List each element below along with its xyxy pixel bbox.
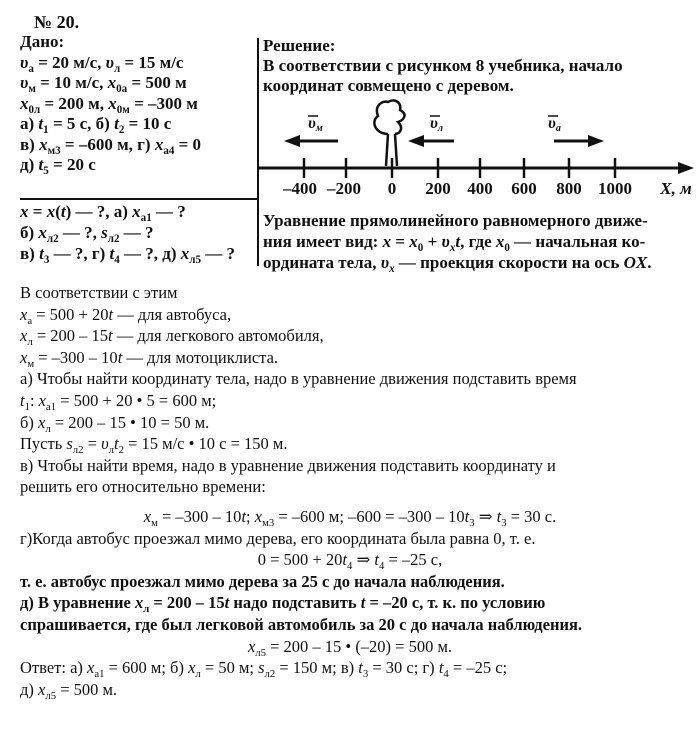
body-line: г)Когда автобус проезжал мимо дерева, его координата была равна 0, т. е. <box>20 528 536 548</box>
explanation-line: ния имеет вид: $x = x_0 + \upsilon_xt$, где $x_0$ — начальная ко- <box>263 232 646 254</box>
solution-intro-line: координат совмещено с деревом. <box>263 76 514 95</box>
body-line: В соответствии с этим <box>20 283 178 302</box>
velocity-vector-bus-icon <box>548 115 604 147</box>
svg-text:υа: υа <box>548 115 561 134</box>
svg-text:0: 0 <box>387 179 397 198</box>
body-line: в) Чтобы найти время, надо в уравнение движения подставить координату и <box>20 455 556 475</box>
solution-body <box>20 282 680 700</box>
answer-line: Ответ: а) $x_{а1} = 600$ м; б) $x_л = 50$ м; $s_{л2} = 150$ м; в) $t_3 = 30$ с; г) $t_4 = -25$ с; <box>20 658 508 681</box>
divider-horizontal <box>20 198 258 200</box>
svg-text:400: 400 <box>467 179 493 198</box>
given-heading: Дано: <box>20 32 65 51</box>
given-line: $\upsilon_м = 10$ м/с, $x_{0а} = 500$ м <box>20 73 187 95</box>
body-line: Пусть $s_{л2} = \upsilon_лt_2 = 15$ м/с • 10 с = 150 м. <box>20 434 288 457</box>
body-line: д) В уравнение $x_л = 200 - 15t$ надо подставить t = –20 с, т. к. по условию <box>20 593 546 616</box>
body-line: т. е. автобус проезжал мимо дерева за 25 с до начала наблюдения. <box>20 571 505 591</box>
find-line: б) $x_{л2}$ — ?, $s_{л2}$ — ? <box>20 223 154 245</box>
find-line: x = x(t) — ?, а) $x_{а1}$ — ? <box>20 202 186 224</box>
body-line: $x_м = -300 - 10t$ — для мотоциклиста. <box>20 347 279 370</box>
body-line: решить его относительно времени: <box>20 477 266 497</box>
given-line: д) $t_5 = 20$ с <box>20 155 96 177</box>
given-line: $\upsilon_а = 20$ м/с, $\upsilon_л = 15$ м/с <box>20 52 184 75</box>
body-line: б) $x_л = 200 - 15$ • 10 = 50 м. <box>20 412 210 435</box>
given-line: $x_{0л} = 200$ м, $x_{0м} = -300$ м <box>20 93 198 116</box>
given-line: а) $t_1 = 5$ с, б) $t_2 = 10$ с <box>20 114 172 136</box>
svg-text:800: 800 <box>556 179 582 198</box>
explanation-line: Уравнение прямолинейного равномерного движе- <box>263 211 648 230</box>
svg-text:–200: –200 <box>327 179 361 198</box>
svg-text:X, м: X, м <box>660 179 692 198</box>
axis-arrow-icon <box>678 162 694 174</box>
body-line: $t_1$: $x_{а1} = 500 + 20$ • 5 = 600 м; <box>20 390 217 413</box>
equation-explanation <box>263 210 651 273</box>
svg-text:200: 200 <box>425 179 451 198</box>
tree-icon <box>374 100 404 166</box>
svg-text:υл: υл <box>430 115 443 134</box>
body-line: $x_м = -300 - 10t$; $x_{м3} = -600$ м; $-600 = -300 - 10t_3$ ⇒ $t_3 = 30$ с. <box>143 506 557 529</box>
velocity-vector-car-icon <box>408 115 454 147</box>
body-line: а) Чтобы найти координату тела, надо в уравнение движения подставить время <box>20 369 577 389</box>
coordinate-axis-figure <box>258 98 700 198</box>
solution-section <box>263 36 623 96</box>
given-section <box>20 32 201 176</box>
svg-text:–400: –400 <box>283 179 317 198</box>
find-section <box>20 201 235 264</box>
body-line: $x_а = 500 + 20t$ — для автобуса, <box>20 304 232 327</box>
velocity-vector-motorcycle-icon <box>284 115 338 147</box>
problem-number: № 20. <box>34 12 80 32</box>
explanation-line: ордината тела, $\upsilon_x$ — проекция скорости на ось OX. <box>263 253 652 275</box>
svg-text:1000: 1000 <box>598 179 632 198</box>
body-line: $x_{л5} = 200 - 15$ • (–20) = 500 м. <box>247 636 453 659</box>
find-line: в) $t_3$ — ?, г) $t_4$ — ?, д) $x_{л5}$ — ? <box>20 244 236 266</box>
body-line: $0 = 500 + 20t_4$ ⇒ $t_4 = -25$ с, <box>257 550 443 573</box>
given-line: в) $x_{м3} = -600$ м, г) $x_{а4} = 0$ <box>20 134 202 157</box>
solution-intro-line: В соответствии с рисунком 8 учебника, начало <box>263 56 623 75</box>
tick-labels <box>282 179 692 198</box>
svg-text:600: 600 <box>511 179 537 198</box>
answer-line: д) $x_{л5} = 500$ м. <box>20 679 118 702</box>
body-line: $x_л = 200 - 15t$ — для легкового автомобиля, <box>20 326 324 349</box>
body-line: спрашивается, где был легковой автомобиль за 20 с до начала наблюдения. <box>20 614 583 634</box>
svg-text:υм: υм <box>308 115 323 134</box>
solution-heading: Решение: <box>263 36 336 55</box>
